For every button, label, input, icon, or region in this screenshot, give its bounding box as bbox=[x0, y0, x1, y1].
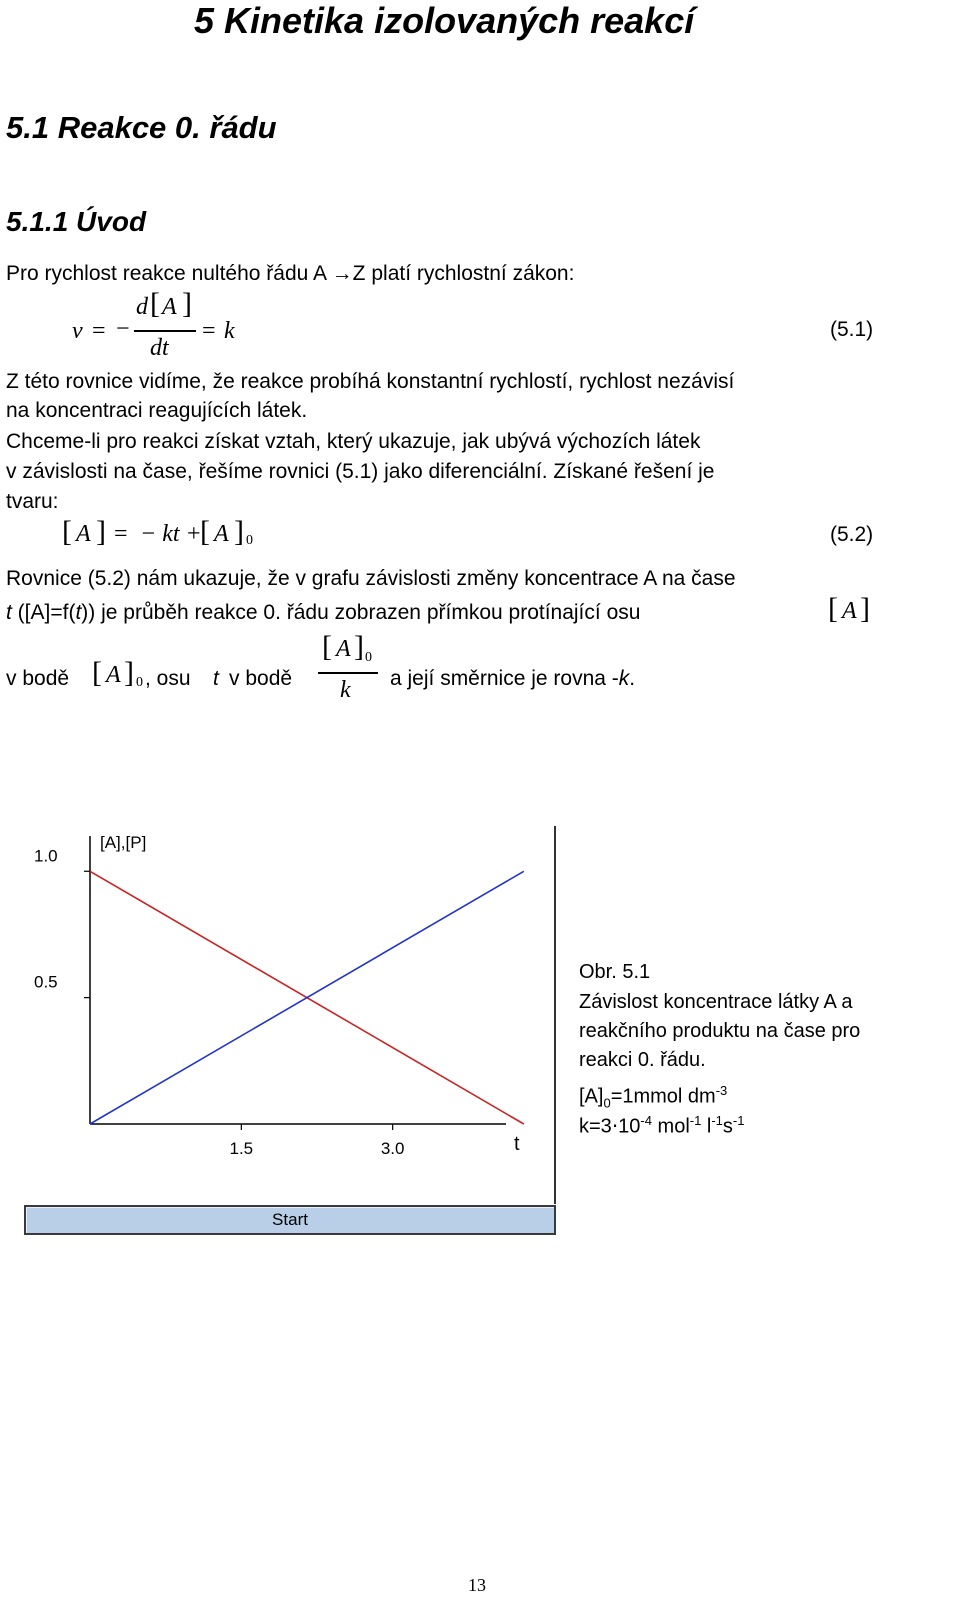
eq1-bracket-r: ] bbox=[182, 287, 192, 320]
para3-part-a: ([A]=f( bbox=[11, 601, 76, 624]
eq1-minus: − bbox=[116, 316, 130, 342]
eq1-number: (5.1) bbox=[830, 318, 874, 341]
y-tick-label-1: 0.5 bbox=[34, 972, 58, 992]
intro-line: Pro rychlost reakce nultého řádu A →Z platí rychlostní zákon: bbox=[6, 262, 575, 285]
para2-line3: tvaru: bbox=[6, 490, 59, 513]
para3-bracket-l: [ bbox=[828, 592, 838, 625]
chapter-title: 5 Kinetika izolovaných reakcí bbox=[194, 0, 695, 41]
caption-line3: reakčního produktu na čase pro bbox=[579, 1020, 861, 1042]
para4-t: t bbox=[213, 667, 219, 690]
para4-tail-text: a její směrnice je rovna - bbox=[390, 667, 619, 690]
caption-sup: -3 bbox=[715, 1083, 728, 1098]
para4-v-bode: v bodě bbox=[6, 667, 70, 690]
eq1-fraction-bar bbox=[134, 330, 196, 332]
caption-mol: mol bbox=[651, 1115, 690, 1138]
eq2-bracket2-r: ] bbox=[234, 515, 244, 548]
subsection-title: 5.1.1 Úvod bbox=[6, 206, 147, 237]
para4-sub0: 0 bbox=[136, 675, 143, 690]
x-tick-label-1: 3.0 bbox=[380, 1139, 405, 1158]
caption-k: k=3 bbox=[579, 1115, 612, 1138]
caption-sup4: -1 bbox=[732, 1113, 745, 1128]
para1-line2: na koncentraci reagujících látek. bbox=[6, 399, 308, 422]
caption-sub0: 0 bbox=[603, 1095, 611, 1111]
eq2-A: A bbox=[76, 521, 91, 547]
para3-t1: t bbox=[6, 601, 12, 624]
eq2-bracket-l: [ bbox=[62, 515, 72, 548]
caption-sup2: -1 bbox=[689, 1113, 702, 1128]
caption-line6 bbox=[579, 1106, 744, 1142]
caption-a: [A] bbox=[579, 1085, 604, 1108]
page-number: 13 bbox=[468, 1575, 486, 1595]
para4-frac-bracket-l: [ bbox=[322, 630, 332, 663]
caption-sup1: -4 bbox=[640, 1113, 652, 1128]
eq1-num-A: A bbox=[162, 294, 177, 320]
para3-part-b: )) je průběh reakce 0. řádu zobrazen přímkou protínající osu bbox=[81, 601, 641, 624]
para3-A: A bbox=[842, 598, 857, 624]
eq1-equals: = bbox=[92, 318, 106, 344]
eq2-sub0: 0 bbox=[246, 533, 253, 548]
para4-tail bbox=[390, 664, 635, 693]
caption-cdot: ⋅ bbox=[611, 1115, 619, 1138]
para4-dot: . bbox=[629, 667, 636, 690]
para4-frac-sub0: 0 bbox=[365, 650, 372, 665]
x-axis-label: t bbox=[514, 1133, 520, 1155]
para3-line1: Rovnice (5.2) nám ukazuje, že v grafu závislosti změny koncentrace A na čase bbox=[6, 567, 736, 590]
section-title: 5.1 Reakce 0. řádu bbox=[6, 110, 277, 145]
caption-ten: 10 bbox=[618, 1115, 641, 1138]
para4-bracket-l: [ bbox=[92, 656, 102, 689]
para4-frac-A: A bbox=[336, 636, 351, 662]
caption-s: s bbox=[722, 1115, 733, 1138]
eq2-number: (5.2) bbox=[830, 523, 874, 546]
eq2-bracket-r: ] bbox=[96, 515, 106, 548]
para4-frac-bracket-r: ] bbox=[354, 630, 364, 663]
chart bbox=[24, 826, 564, 1204]
eq1-bracket-l: [ bbox=[150, 287, 160, 320]
eq2-A0: A bbox=[214, 521, 229, 547]
caption-line4: reakci 0. řádu. bbox=[579, 1049, 706, 1071]
eq2-bracket2-l: [ bbox=[200, 515, 210, 548]
eq1-v: v bbox=[72, 318, 83, 344]
para4-fraction-bar bbox=[318, 672, 378, 674]
eq1-den: dt bbox=[150, 335, 169, 361]
y-tick-label-0: 1.0 bbox=[34, 846, 58, 866]
chart-background bbox=[24, 826, 564, 1204]
caption-l: l bbox=[701, 1115, 712, 1138]
caption-line1: Obr. 5.1 bbox=[579, 961, 651, 983]
eq1-k: k bbox=[224, 318, 235, 344]
eq2-rhs: − kt + bbox=[140, 521, 202, 547]
caption-line2: Závislost koncentrace látky A a bbox=[579, 991, 853, 1013]
para2-line1: Chceme-li pro reakci získat vztah, který ukazuje, jak ubývá výchozích látek bbox=[6, 430, 701, 453]
para4-k: k bbox=[618, 667, 630, 690]
para3-bracket-r: ] bbox=[860, 592, 870, 625]
para2-line2: v závislosti na čase, řešíme rovnici (5.1) jako diferenciální. Získané řešení je bbox=[6, 460, 715, 483]
para1-line1: Z této rovnice vidíme, že reakce probíhá konstantní rychlostí, rychlost nezávisí bbox=[6, 370, 735, 393]
caption-unit: =1mmol dm bbox=[610, 1085, 716, 1108]
para4-A0: A bbox=[106, 662, 121, 688]
x-tick-label-0: 1.5 bbox=[229, 1139, 254, 1158]
eq1-num-d: d bbox=[136, 294, 148, 320]
para4-v-bode2: v bodě bbox=[229, 667, 293, 690]
eq1-equals-2: = bbox=[202, 318, 216, 344]
start-button[interactable]: Start bbox=[24, 1205, 556, 1235]
para4-frac-den: k bbox=[340, 677, 351, 703]
y-axis-label: [A],[P] bbox=[100, 833, 147, 852]
para3-line2 bbox=[6, 598, 640, 627]
para3-t2: t bbox=[75, 601, 82, 624]
caption-sup3: -1 bbox=[711, 1113, 723, 1128]
eq2-equals: = bbox=[114, 521, 128, 547]
para4-bracket-r: ] bbox=[124, 656, 134, 689]
para4-osu: , osu bbox=[145, 667, 191, 690]
